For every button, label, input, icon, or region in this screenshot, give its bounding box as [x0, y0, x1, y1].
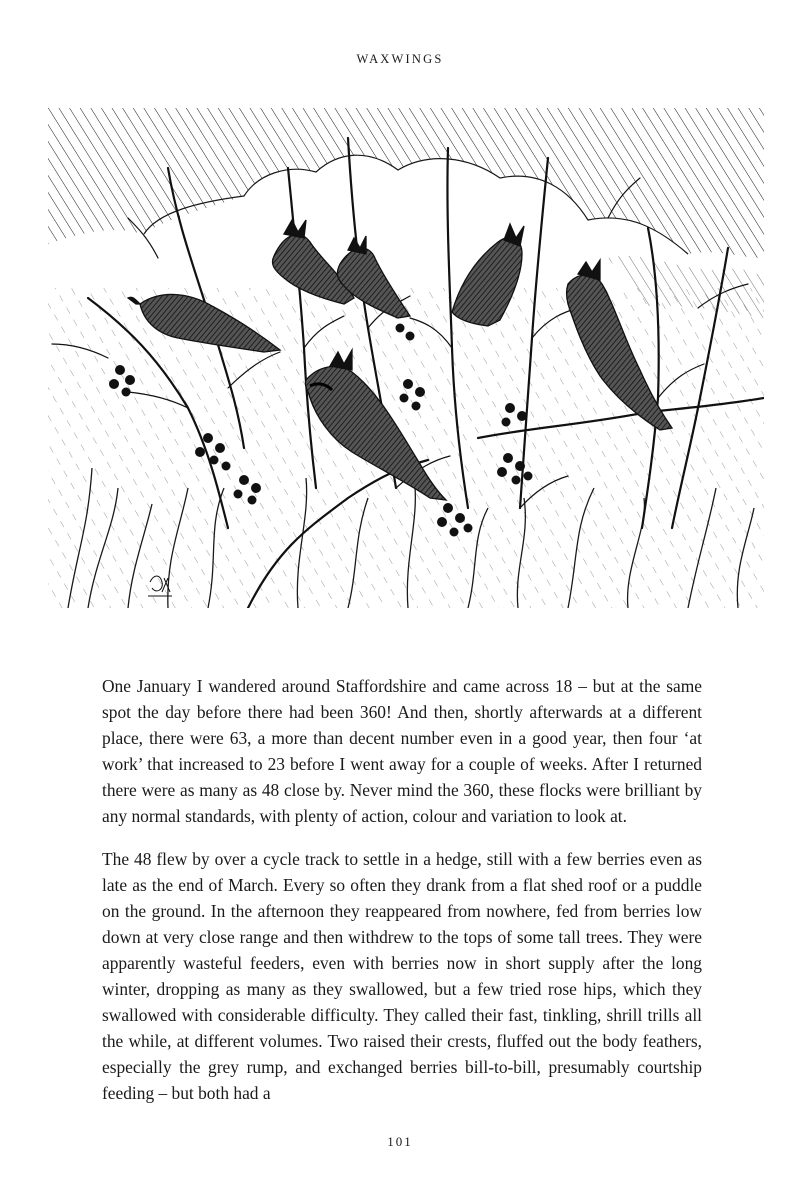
waxwings-illustration	[48, 108, 764, 608]
paragraph-2: The 48 flew by over a cycle track to settle in a hedge, still with a few berries even as late as the end of March. Every so often they drank from a flat shed roof or a puddle on the ground. In the afternoon they reappeared from nowhere, fed from berries low down at very close range and then withdrew to the tops of some tall trees. They were apparently wasteful feeders, even with berries now in short supply after the long winter, dropping as many as they swallowed, but a few tried rose hips, which they swallowed with considerable difficulty. They called their fast, tinkling, shrill trills all the while, at different volumes. Two raised their crests, fluffed out the body feathers, especially the grey rump, and exchanged berries bill-to-bill, presumably courtship feeding – but both had a	[102, 849, 702, 1103]
page-number: 101	[387, 1134, 413, 1149]
paragraph-1: One January I wandered around Staffordshire and came across 18 – but at the same spot the day before there had been 360! And then, shortly afterwards at a different place, there were 63, a more than decent number even in a good year, then four ‘at work’ that increased to 23 before I went away for a couple of weeks. After I returned there were as many as 48 close by. Never mind the 360, these flocks were brilliant by any normal standards, with plenty of action, colour and variation to look at.	[102, 676, 702, 826]
body-text	[102, 673, 702, 1123]
running-head: WAXWINGS	[356, 52, 444, 66]
